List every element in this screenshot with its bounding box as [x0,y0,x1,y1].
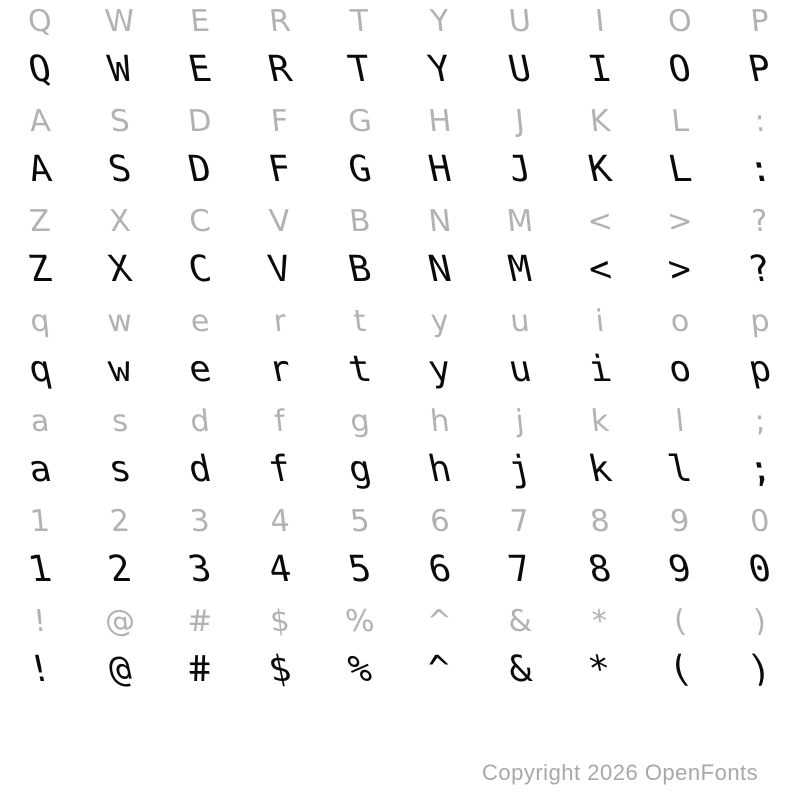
ghost-glyph: 3 [188,504,212,539]
main-char-row [0,549,800,602]
main-glyph: y [424,349,456,390]
main-glyph: ^ [424,649,456,690]
main-glyph: q [24,349,56,390]
main-glyph: T [344,49,376,90]
main-glyph: i [584,349,616,390]
ghost-glyph: p [748,304,772,339]
main-glyph: 5 [344,549,376,590]
main-glyph: M [504,249,536,290]
main-glyph: I [584,49,616,90]
ghost-glyph: V [267,204,293,239]
main-glyph: 3 [184,549,216,590]
main-glyph: d [184,449,216,490]
ghost-glyph: ! [32,604,48,639]
main-glyph: 2 [104,549,136,590]
ghost-glyph: t [352,304,368,339]
ghost-glyph: ? [750,204,770,239]
ghost-glyph: P [749,4,771,39]
main-glyph: ? [744,249,776,290]
main-glyph: # [184,649,216,690]
ghost-glyph: C [187,204,213,239]
main-glyph: V [264,249,296,290]
main-glyph: N [424,249,456,290]
ghost-glyph: j [513,404,526,439]
ghost-glyph: k [589,404,611,439]
main-glyph: f [264,449,296,490]
main-glyph: 8 [584,549,616,590]
ghost-glyph: R [267,4,293,39]
character-grid [0,2,800,702]
main-glyph: 7 [504,549,536,590]
ghost-glyph: r [271,304,288,339]
main-glyph: % [344,649,376,690]
ghost-glyph: f [272,404,288,439]
main-glyph: K [584,149,616,190]
main-glyph: $ [264,649,296,690]
ghost-glyph: < [585,204,615,239]
row-pair [0,502,800,602]
main-char-row [0,349,800,402]
ghost-glyph: 2 [108,504,132,539]
ghost-glyph: s [110,404,130,439]
ghost-glyph: 1 [28,504,52,539]
main-glyph: R [264,49,296,90]
ghost-glyph: i [593,304,606,339]
main-glyph: G [344,149,376,190]
main-glyph: o [664,349,696,390]
ghost-glyph: 9 [668,504,692,539]
ghost-glyph: I [593,4,607,39]
ghost-glyph: W [103,4,137,39]
ghost-glyph: y [429,304,451,339]
row-pair [0,202,800,302]
ghost-glyph: ; [753,404,767,439]
ghost-glyph: N [426,204,454,239]
main-glyph: ( [664,649,696,690]
main-char-row [0,149,800,202]
main-glyph: J [504,149,536,190]
row-pair [0,2,800,102]
main-glyph: P [744,49,776,90]
main-glyph: h [424,449,456,490]
main-glyph: : [744,149,776,190]
ghost-glyph: w [105,304,135,339]
ghost-glyph: $ [268,604,292,639]
ghost-glyph: 7 [508,504,532,539]
ghost-glyph: q [28,304,52,339]
main-glyph: e [184,349,216,390]
main-glyph: 9 [664,549,696,590]
row-pair [0,302,800,402]
ghost-glyph: U [507,4,533,39]
main-char-row [0,249,800,302]
main-glyph: r [264,349,296,390]
main-glyph: A [24,149,56,190]
main-glyph: 6 [424,549,456,590]
row-pair [0,102,800,202]
ghost-glyph: % [343,604,377,639]
ghost-glyph: # [185,604,215,639]
ghost-glyph: 6 [428,504,452,539]
row-pair [0,602,800,702]
main-glyph: 1 [24,549,56,590]
ghost-glyph: a [28,404,51,439]
ghost-glyph: J [513,104,527,139]
main-glyph: a [24,449,56,490]
ghost-glyph: o [668,304,691,339]
main-char-row [0,49,800,102]
main-glyph: > [664,249,696,290]
ghost-glyph: Q [26,4,54,39]
ghost-glyph: ( [672,604,688,639]
ghost-glyph: B [347,204,373,239]
main-glyph: * [584,649,616,690]
row-pair [0,402,800,502]
main-glyph: t [344,349,376,390]
main-glyph: L [664,149,696,190]
main-glyph: k [584,449,616,490]
ghost-glyph: M [505,204,535,239]
main-glyph: ) [744,649,776,690]
ghost-glyph: K [588,104,612,139]
ghost-glyph: 8 [588,504,612,539]
ghost-glyph: D [186,104,214,139]
main-char-row [0,649,800,702]
main-glyph: F [264,149,296,190]
main-glyph: Q [24,49,56,90]
ghost-glyph: X [107,204,133,239]
main-glyph: j [504,449,536,490]
ghost-glyph: L [669,104,691,139]
main-glyph: C [184,249,216,290]
ghost-glyph: T [348,4,371,39]
ghost-glyph: H [426,104,454,139]
ghost-glyph: Y [428,4,451,39]
main-glyph: 4 [264,549,296,590]
main-glyph: W [104,49,136,90]
ghost-glyph: g [348,404,372,439]
main-glyph: & [504,649,536,690]
main-glyph: ; [744,449,776,490]
ghost-glyph: & [506,604,534,639]
ghost-glyph: G [346,104,374,139]
main-glyph: E [184,49,216,90]
main-glyph: p [744,349,776,390]
ghost-glyph: l [673,404,686,439]
ghost-glyph: d [188,404,212,439]
main-glyph: H [424,149,456,190]
main-glyph: B [344,249,376,290]
ghost-glyph: 4 [268,504,292,539]
main-glyph: D [184,149,216,190]
ghost-glyph: u [508,304,532,339]
ghost-glyph: ) [752,604,768,639]
ghost-glyph: Z [27,204,53,239]
ghost-glyph: * [590,604,610,639]
main-glyph: S [104,149,136,190]
ghost-glyph: h [428,404,452,439]
ghost-glyph: : [753,104,767,139]
ghost-glyph: @ [103,604,137,639]
main-glyph: U [504,49,536,90]
main-char-row [0,449,800,502]
main-glyph: 0 [744,549,776,590]
ghost-glyph: A [27,104,53,139]
ghost-glyph: > [665,204,695,239]
ghost-glyph: F [269,104,291,139]
main-glyph: < [584,249,616,290]
copyright-watermark: Copyright 2026 OpenFonts [482,760,759,785]
main-glyph: O [664,49,696,90]
main-glyph: g [344,449,376,490]
ghost-glyph: 0 [748,504,772,539]
ghost-glyph: ^ [425,604,455,639]
main-glyph: s [104,449,136,490]
ghost-glyph: S [108,104,132,139]
ghost-glyph: e [188,304,212,339]
main-glyph: Y [424,49,456,90]
main-glyph: Z [24,249,56,290]
ghost-glyph: O [666,4,694,39]
main-glyph: ! [24,649,56,690]
main-glyph: @ [104,649,136,690]
main-glyph: u [504,349,536,390]
ghost-glyph: 5 [348,504,372,539]
main-glyph: l [664,449,696,490]
ghost-glyph: E [188,4,212,39]
main-glyph: w [104,349,136,390]
main-glyph: X [104,249,136,290]
